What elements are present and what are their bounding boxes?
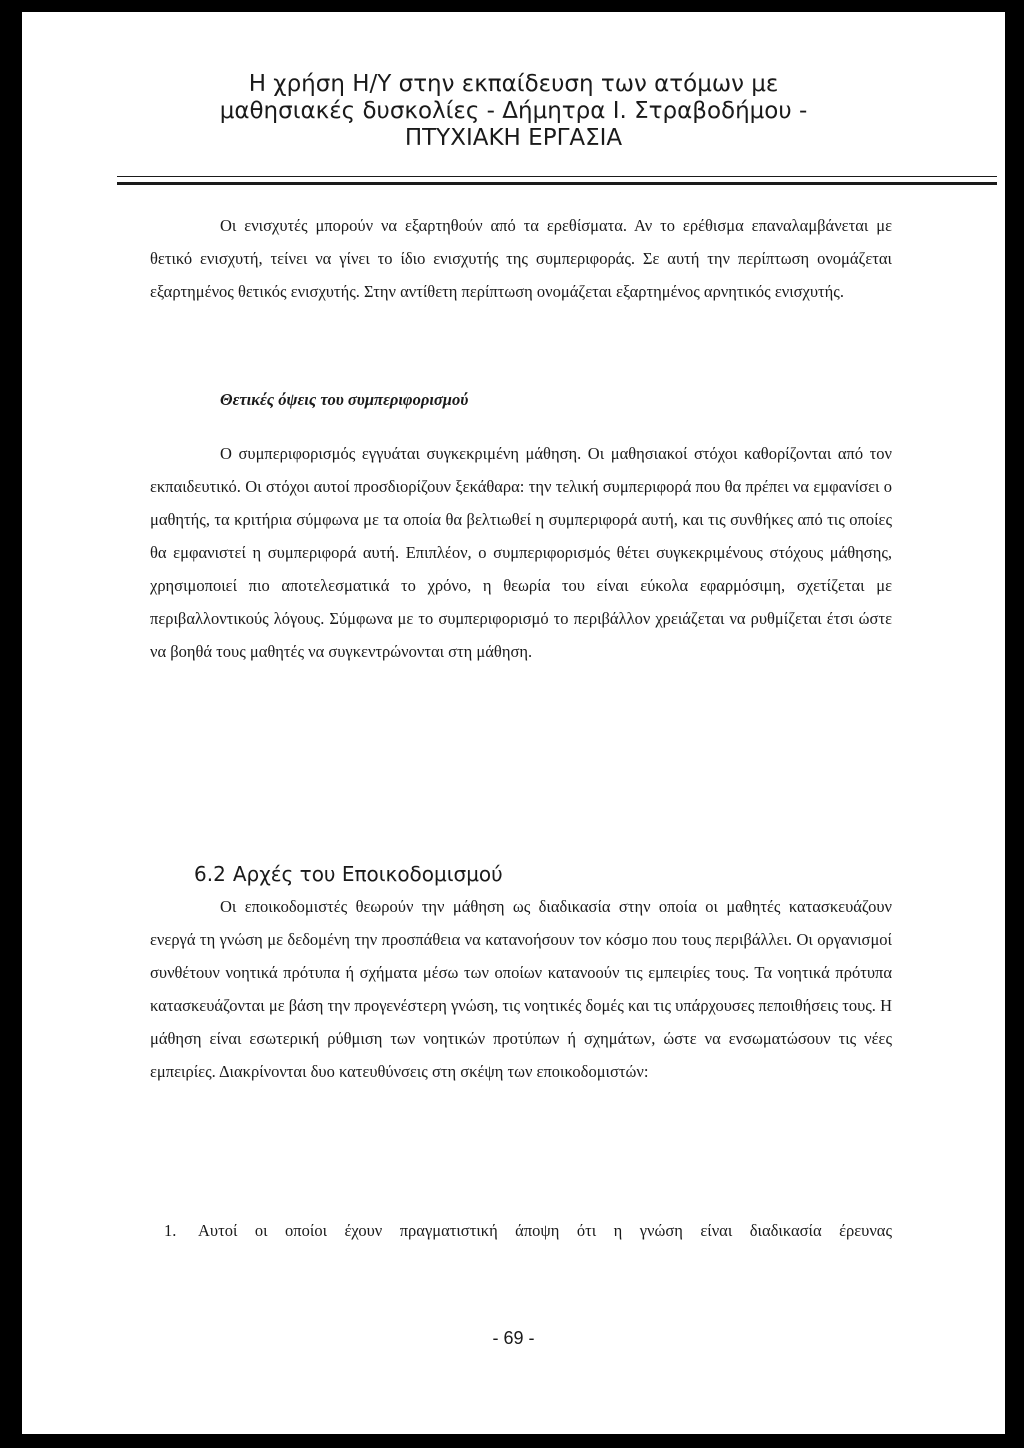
section-number: 6.2 [194, 862, 226, 886]
paragraph-constructivism: Οι εποικοδομιστές θεωρούν την μάθηση ως διαδικασία στην οποία οι μαθητές κατασκευάζουν ενεργά τη γνώση με δεδομένη την προσπάθεια να κατανοήσουν τον κόσμο που τους περιβάλλει. Οι οργανισμοί συνθέτουν νοητικά πρότυπα ή σχήματα μέσω των οποίων κατανοούν τις εμπειρίες τους. Τα νοητικά πρότυπα κατασκευάζονται με βάση την προγενέστερη γνώση, τις νοητικές δομές και τις υπάρχουσες πεποιθήσεις τους. Η μάθηση είναι εσωτερική ρύθμιση των νοητικών προτύπων ή σχημάτων, ώστε να ενσωματώσουν τις νέες εμπειρίες. Διακρίνονται δυο κατευθύνσεις στη σκέψη των εποικοδομιστών: [150, 897, 892, 1081]
page-number: - 69 - [492, 1328, 535, 1348]
header-line-3: ΠΤΥΧΙΑΚΗ ΕΡΓΑΣΙΑ [404, 125, 623, 151]
paragraph-reinforcers: Οι ενισχυτές μπορούν να εξαρτηθούν από τα ερεθίσματα. Αν το ερέθισμα επαναλαμβάνεται με θετικό ενισχυτή, τείνει να γίνει το ίδιο ενισχυτής της συμπεριφοράς. Σε αυτή την περίπτωση ονομάζεται εξαρτημένος θετικός ενισχυτής. Στην αντίθετη περίπτωση ονομάζεται εξαρτημένος αρνητικός ενισχυτής. [150, 216, 892, 301]
list-marker: 1. [164, 1221, 177, 1240]
subheading-positive-aspects: Θετικές όψεις του συμπεριφορισμού [220, 390, 469, 409]
paragraph-behaviorism-positive: Ο συμπεριφορισμός εγγυάται συγκεκριμένη μάθηση. Οι μαθησιακοί στόχοι καθορίζονται από τον εκπαιδευτικό. Οι στόχοι αυτοί προσδιορίζουν ξεκάθαρα: την τελική συμπεριφορά που θα πρέπει να εμφανίσει ο μαθητής, τα κριτήρια σύμφωνα με τα οποία θα βελτιωθεί η συμπεριφορά αυτή, και τις συνθήκες από τις οποίες θα εμφανιστεί η συμπεριφορά αυτή. Επιπλέον, ο συμπεριφορισμός θέτει συγκεκριμένους στόχους μάθησης, χρησιμοποιεί πιο αποτελεσματικά το χρόνο, η θεωρία του είναι εύκολα εφαρμόσιμη, σχετίζεται με περιβαλλοντικούς λόγους. Σύμφωνα με το συμπεριφορισμό το περιβάλλον χρειάζεται να ρυθμίζεται έτσι ώστε να βοηθά τους μαθητές να συγκεντρώνονται στη μάθηση. [150, 444, 892, 661]
list-item-text: Αυτοί οι οποίοι έχουν πραγματιστική άποψη ότι η γνώση είναι διαδικασία έρευνας [198, 1221, 892, 1240]
running-header [22, 71, 1005, 152]
section-heading [194, 862, 503, 886]
list-item [164, 1214, 892, 1247]
section-title: Αρχές του Εποικοδομισμού [232, 862, 503, 886]
header-rule-thick [117, 182, 997, 185]
header-line-2: μαθησιακές δυσκολίες - Δήμητρα Ι. Στραβοδήμου - [219, 98, 808, 124]
header-line-1: Η χρήση Η/Υ στην εκπαίδευση των ατόμων με [248, 71, 779, 97]
header-rule-thin [117, 176, 997, 177]
document-page [22, 12, 1005, 1434]
